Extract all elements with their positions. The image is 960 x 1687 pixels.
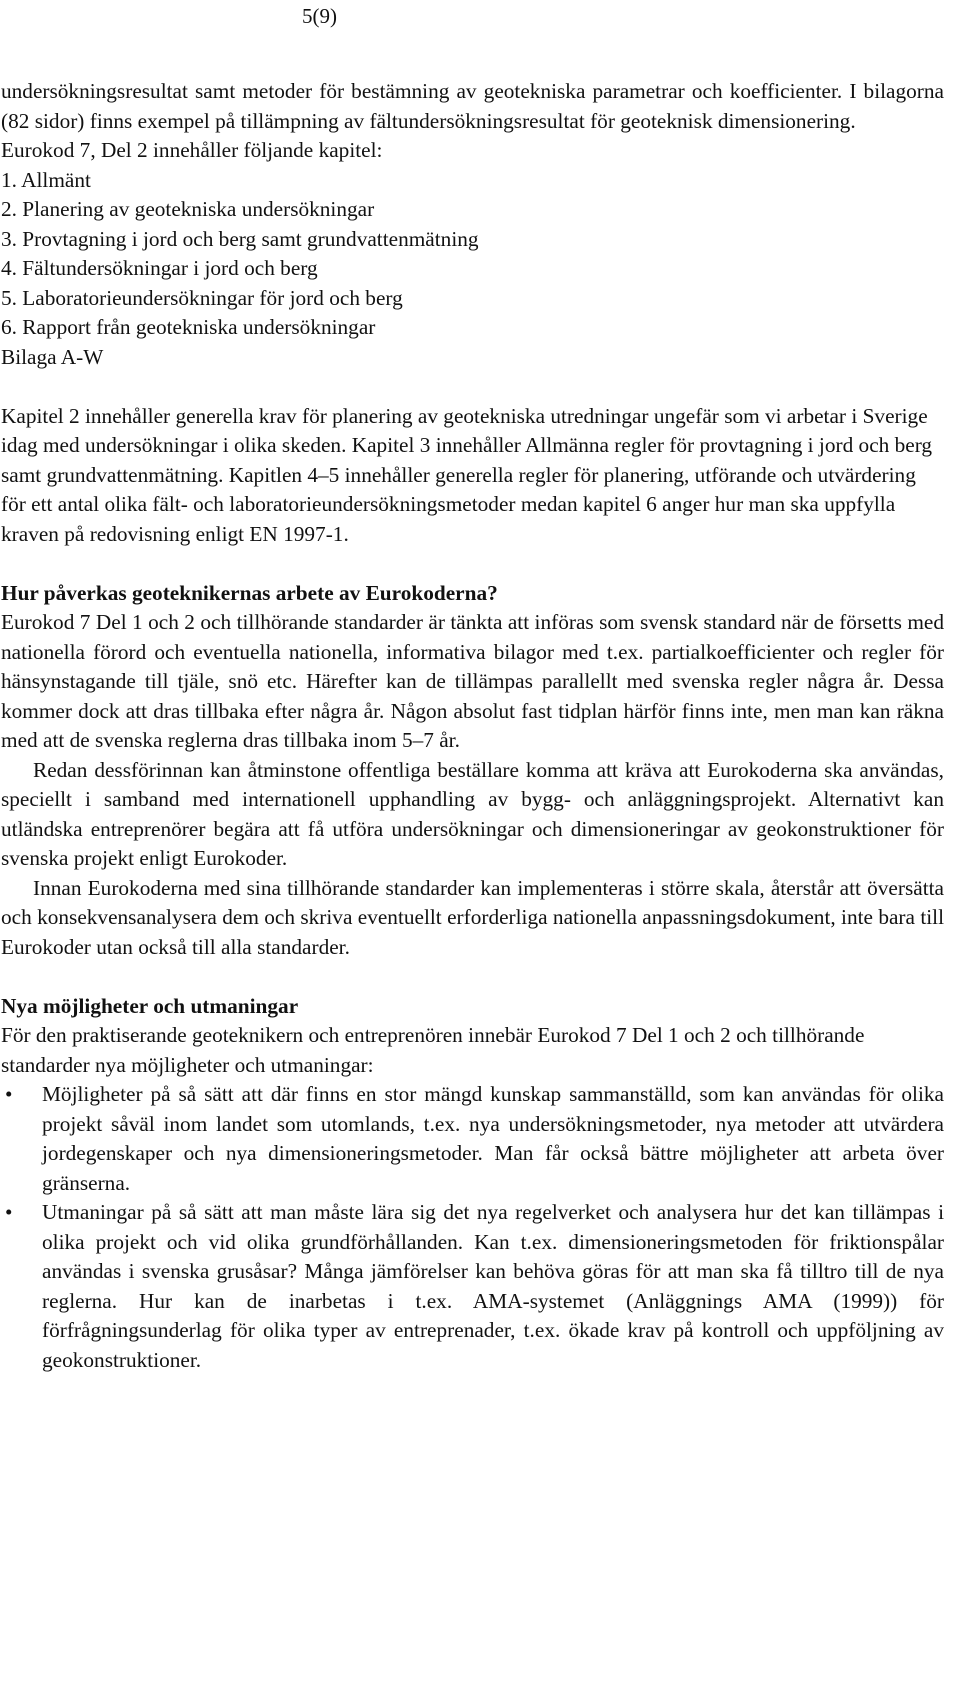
opportunities-intro: För den praktiserande geoteknikern och entreprenören innebär Eurokod 7 Del 1 och 2 och tillhörande standarder nya möjligheter och utmaningar: [1, 1023, 865, 1077]
intro-paragraph: undersökningsresultat samt metoder för bestämning av geotekniska parametrar och koefficienter. I bilagorna (82 sidor) finns exempel på tillämpning av fältundersökningsresultat för geoteknisk dimensionering. [1, 79, 944, 133]
bullet-item-opportunities [1, 1080, 944, 1198]
spacer [1, 372, 944, 402]
spacer [1, 549, 944, 579]
section-heading-impact: Hur påverkas geoteknikernas arbete av Eurokoderna? [1, 580, 498, 605]
appendix-item: Bilaga A-W [1, 344, 104, 369]
page-number: 5(9) [302, 4, 337, 28]
chapter-item: 4. Fältundersökningar i jord och berg [1, 256, 318, 280]
bullet-icon: • [5, 1082, 13, 1106]
chapter-item: 2. Planering av geotekniska undersökningar [1, 197, 375, 221]
impact-paragraph: Eurokod 7 Del 1 och 2 och tillhörande standarder är tänkta att införas som svensk standard när de försetts med nationella förord och eventuella nationella, informativa bilagor med t.ex. partialkoefficienter och regler för hänsynstagande till tjäle, snö etc. Härefter kan de tillämpas parallellt med svenska regler några år. Dessa kommer dock att dras tillbaka efter några år. Någon absolut fast tidplan härför finns inte, men man kan räkna med att de svenska reglerna dras tillbaka inom 5–7 år. [1, 610, 944, 752]
chapter-item: 6. Rapport från geotekniska undersökningar [1, 315, 376, 339]
chapter-item: 3. Provtagning i jord och berg samt grundvattenmätning [1, 226, 479, 251]
bullet-icon: • [5, 1200, 13, 1224]
spacer [1, 962, 944, 992]
chapter-description: Kapitel 2 innehåller generella krav för planering av geotekniska utredningar ungefär som vi arbetar i Sverige idag med undersökningar i olika skeden. Kapitel 3 innehåller Allmänna regler för provtagning i jord och berg samt grundvattenmätning. Kapitlen 4–5 innehåller generella regler för planering, utförande och utvärdering för ett antal olika fält- och laboratorieundersökningsmetoder medan kapitel 6 anger hur man ska uppfylla kraven på redovisning enligt EN 1997-1. [1, 403, 933, 546]
chapter-item: 1. Allmänt [1, 167, 91, 192]
section-heading-opportunities: Nya möjligheter och utmaningar [1, 993, 299, 1018]
impact-paragraph: Innan Eurokoderna med sina tillhörande standarder kan implementeras i större skala, återstår att översätta och konsekvensanalysera dem och skriva eventuellt erforderliga nationella anpassningsdokument, inte bara till Eurokoder utan också till alla standarder. [1, 875, 944, 959]
chapters-intro: Eurokod 7, Del 2 innehåller följande kapitel: [1, 138, 383, 162]
impact-paragraph: Redan dessförinnan kan åtminstone offentliga beställare komma att kräva att Eurokoderna ska användas, speciellt i samband med internationell upphandling av bygg- och anläggningsprojekt. Alternativt kan utländska entreprenörer begära att få utföra undersökningar och dimensioneringar av geokonstruktioner för svenska projekt enligt Eurokoder. [1, 757, 944, 870]
bullet-item-challenges [1, 1198, 944, 1375]
bullet-list [1, 1080, 944, 1375]
bullet-text: Möjligheter på så sätt att där finns en stor mängd kunskap sammanställd, som kan användas för olika projekt såväl inom landet som utomlands, t.ex. nya undersökningsmetoder, nya metoder att utvärdera jordegenskaper och nya dimensioneringsmetoder. Man får också bättre möjligheter att arbeta över gränserna. [42, 1082, 944, 1195]
chapter-list [1, 166, 944, 373]
bullet-text: Utmaningar på så sätt att man måste lära sig det nya regelverket och analysera hur det kan tillämpas i olika projekt och vid olika grundförhållanden. Kan t.ex. dimensioneringsmetoden för friktionspålar användas i svenska grusåsar? Många jämförelser kan behöva göras för att man ska få tilltro till de nya reglerna. Hur kan de inarbetas i t.ex. AMA-systemet (Anläggnings AMA (1999)) för förfrågningsunderlag för olika typer av entreprenader, t.ex. ökade krav på kontroll och uppföljning av geokonstruktioner. [42, 1200, 944, 1372]
chapter-item: 5. Laboratorieundersökningar för jord och berg [1, 285, 403, 310]
